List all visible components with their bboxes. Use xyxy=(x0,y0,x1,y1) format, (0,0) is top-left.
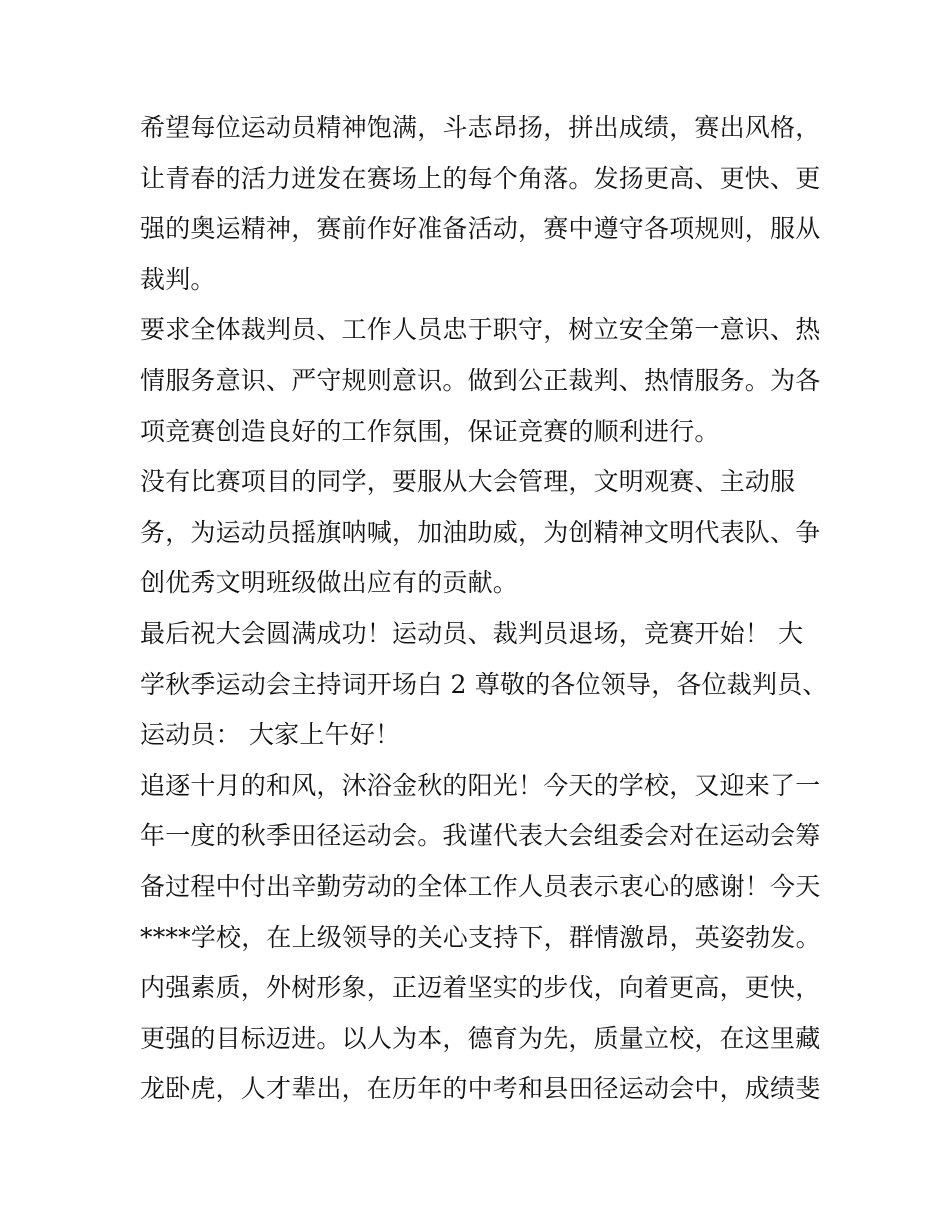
text-line: 运动员： 大家上午好！ xyxy=(140,720,401,750)
text-line: 项竞赛创造良好的工作氛围，保证竞赛的顺利进行。 xyxy=(140,416,720,446)
text-line: 追逐十月的和风，沐浴金秋的阳光！今天的学校，又迎来了一 xyxy=(140,770,821,800)
text-line: 最后祝大会圆满成功！运动员、裁判员退场，竞赛开始！ 大 xyxy=(140,618,804,648)
text-line: 希望每位运动员精神饱满，斗志昂扬，拼出成绩，赛出风格， xyxy=(140,113,821,142)
document-body xyxy=(140,103,828,1115)
text-line: 内强素质，外树形象，正迈着坚实的步伐，向着更高，更快， xyxy=(140,973,821,1003)
text-line: 年一度的秋季田径运动会。我谨代表大会组委会对在运动会筹 xyxy=(140,821,821,851)
text-line: 备过程中付出辛勤劳动的全体工作人员表示衷心的感谢！今天 xyxy=(140,871,821,901)
text-line: 让青春的活力迸发在赛场上的每个角落。发扬更高、更快、更 xyxy=(140,163,821,193)
text-line: 强的奥运精神，赛前作好准备活动，赛中遵守各项规则，服从 xyxy=(140,214,821,244)
text-line: 务，为运动员摇旗呐喊，加油助威，为创精神文明代表队、争 xyxy=(140,517,821,547)
text-line: 龙卧虎，人才辈出，在历年的中考和县田径运动会中，成绩斐 xyxy=(140,1074,821,1104)
text-line: 学秋季运动会主持词开场白 2 尊敬的各位领导，各位裁判员、 xyxy=(140,669,828,699)
text-line: 裁判。 xyxy=(140,264,216,294)
text-line: 要求全体裁判员、工作人员忠于职守，树立安全第一意识、热 xyxy=(140,315,821,345)
text-line: 创优秀文明班级做出应有的贡献。 xyxy=(140,568,519,598)
text-line: 更强的目标迈进。以人为本，德育为先，质量立校，在这里藏 xyxy=(140,1023,821,1053)
text-line: ****学校，在上级领导的关心支持下，群情激昂，英姿勃发。 xyxy=(140,922,821,952)
text-line: 情服务意识、严守规则意识。做到公正裁判、热情服务。为各 xyxy=(140,365,821,395)
text-line: 没有比赛项目的同学，要服从大会管理，文明观赛、主动服 xyxy=(140,467,796,497)
